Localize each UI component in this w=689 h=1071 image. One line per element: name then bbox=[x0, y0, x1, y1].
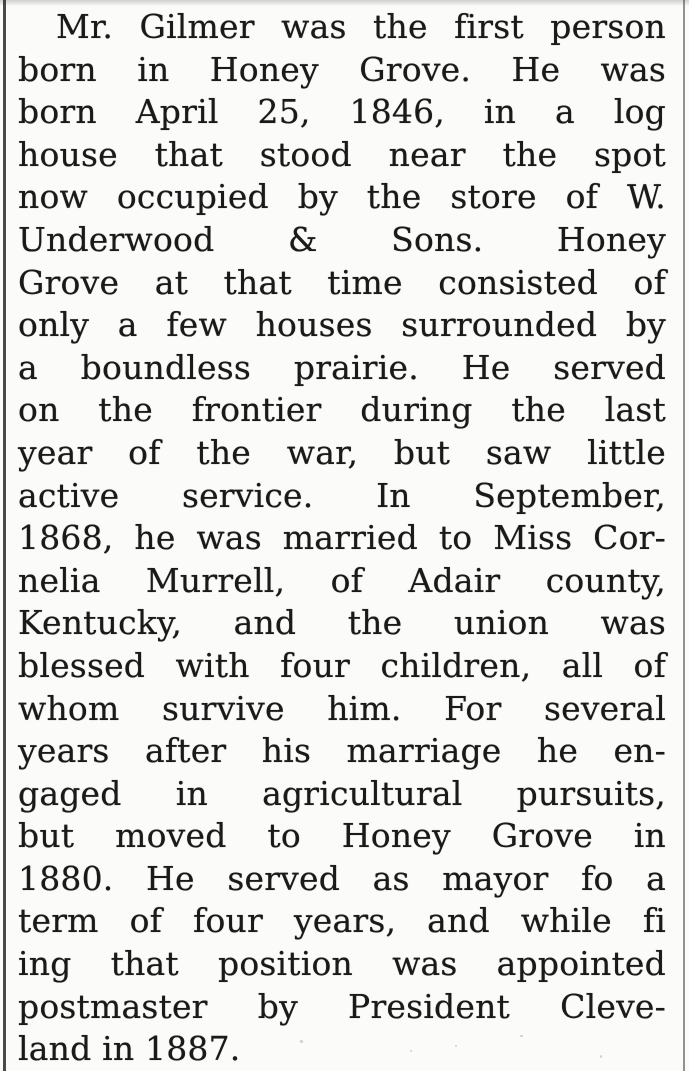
text-line: 1880. He served as mayor fo a bbox=[18, 858, 666, 898]
text-line: whom survive him. For several bbox=[18, 688, 666, 728]
text-line: year of the war, but saw little bbox=[18, 432, 666, 472]
text-line: land in 1887. bbox=[18, 1029, 241, 1069]
text-line: house that stood near the spot bbox=[18, 134, 666, 174]
text-line: ing that position was appointed bbox=[18, 944, 666, 984]
text-line: born April 25, 1846, in a log bbox=[18, 92, 666, 132]
left-column-rule bbox=[3, 0, 6, 1071]
text-line: but moved to Honey Grove in bbox=[18, 816, 666, 856]
text-line: Underwood & Sons. Honey bbox=[18, 219, 666, 259]
paper-speckle bbox=[300, 1040, 303, 1043]
text-line: postmaster by President Cleve- bbox=[18, 986, 666, 1026]
paper-speckle bbox=[600, 1055, 602, 1058]
paper-speckle bbox=[520, 1035, 523, 1037]
text-line: on the frontier during the last bbox=[18, 390, 666, 430]
article-body bbox=[18, 6, 666, 1071]
text-line: Kentucky, and the union was bbox=[18, 603, 666, 643]
text-line: now occupied by the store of W. bbox=[18, 177, 666, 217]
text-line: nelia Murrell, of Adair county, bbox=[18, 560, 666, 600]
text-line: born in Honey Grove. He was bbox=[18, 49, 666, 89]
text-line: 1868, he was married to Miss Cor- bbox=[18, 518, 666, 558]
text-line: a boundless prairie. He served bbox=[18, 347, 666, 387]
right-column-rule bbox=[683, 0, 685, 1071]
text-line: years after his marriage he en- bbox=[18, 731, 666, 771]
text-line: active service. In September, bbox=[18, 475, 666, 515]
paper-speckle bbox=[455, 1045, 457, 1047]
text-line: gaged in agricultural pursuits, bbox=[18, 773, 666, 813]
text-line: term of four years, and while fi bbox=[18, 901, 666, 941]
text-line: Grove at that time consisted of bbox=[18, 262, 666, 302]
text-line: only a few houses surrounded by bbox=[18, 305, 666, 345]
text-line: blessed with four children, all of bbox=[18, 645, 666, 685]
text-line: Mr. Gilmer was the first person bbox=[56, 7, 666, 46]
paper-speckle bbox=[410, 1050, 412, 1052]
